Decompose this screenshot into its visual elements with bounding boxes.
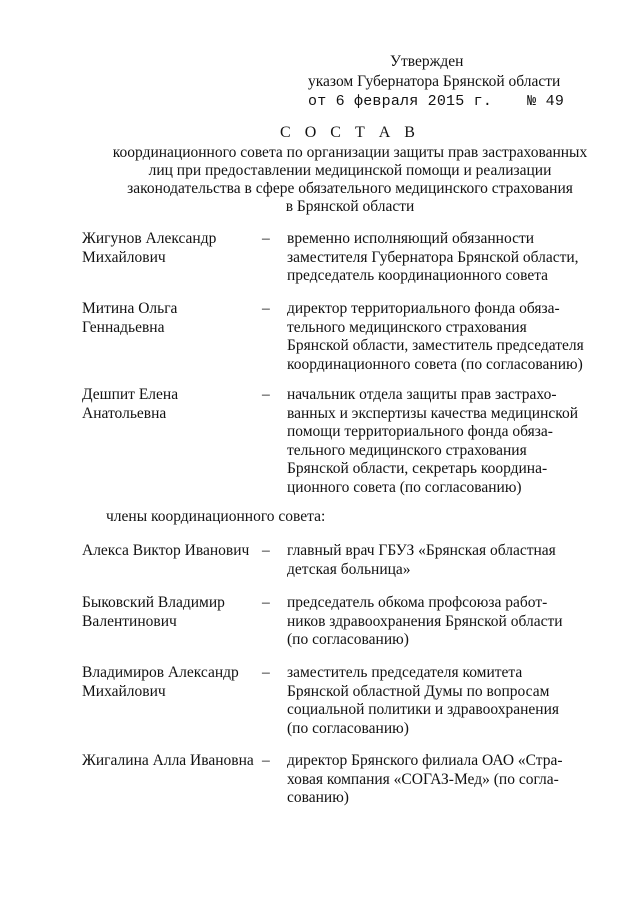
member-role: председатель обкома профсоюза работ- ников здравоохранения Брянской области (по согласованию) bbox=[287, 594, 563, 648]
title-heading: С О С Т А В bbox=[280, 124, 420, 141]
dash-separator: – bbox=[262, 752, 270, 769]
approval-date-number bbox=[300, 92, 600, 112]
dash-separator: – bbox=[262, 300, 270, 317]
approval-decree: указом Губернатора Брянской области bbox=[308, 73, 561, 90]
title-line: координационного совета по организации защиты прав застрахованных bbox=[112, 144, 588, 161]
title-line: в Брянской области bbox=[285, 198, 415, 215]
member-role: директор территориального фонда обяза- тельного медицинского страхования Брянской области, заместитель председателя координационного совета (по согласованию) bbox=[287, 300, 584, 373]
member-name: Митина Ольга Геннадьевна bbox=[82, 300, 178, 336]
member-name: Быковский Владимир Валентинович bbox=[82, 594, 225, 630]
member-name: Владимиров Александр Михайлович bbox=[82, 664, 239, 700]
dash-separator: – bbox=[262, 594, 270, 611]
member-name: Алекса Виктор Иванович bbox=[82, 542, 250, 559]
approval-title: Утвержден bbox=[390, 53, 464, 70]
title-line: законодательства в сфере обязательного медицинского страхования bbox=[127, 180, 573, 197]
member-role: временно исполняющий обязанности заместителя Губернатора Брянской области, председатель координационного совета bbox=[287, 230, 579, 284]
decree-number: 49 bbox=[545, 93, 565, 110]
title-line: лиц при предоставлении медицинской помощи и реализации bbox=[148, 162, 552, 179]
dash-separator: – bbox=[262, 542, 270, 559]
member-name: Жигунов Александр Михайлович bbox=[82, 230, 217, 266]
members-label: члены координационного совета: bbox=[106, 508, 326, 525]
number-sign: № bbox=[527, 93, 537, 110]
document-title bbox=[60, 124, 640, 216]
dash-separator: – bbox=[262, 230, 270, 247]
date-prefix: от bbox=[308, 93, 327, 110]
member-name: Дешпит Елена Анатольевна bbox=[82, 386, 179, 422]
decree-date: 6 февраля 2015 г. bbox=[335, 93, 493, 110]
member-role: директор Брянского филиала ОАО «Стра- ховая компания «СОГАЗ-Мед» (по согла- сованию) bbox=[287, 752, 563, 806]
approval-block bbox=[300, 52, 600, 112]
member-role: заместитель председателя комитета Брянской областной Думы по вопросам социальной политики и здравоохранения (по согласованию) bbox=[287, 664, 560, 737]
member-role: начальник отдела защиты прав застрахо- ванных и экспертизы качества медицинской помощи территориального фонда обяза- тельного медицинского страхования Брянской области, секретарь координа- ционного совета (по согласованию) bbox=[287, 386, 579, 496]
dash-separator: – bbox=[262, 664, 270, 681]
dash-separator: – bbox=[262, 386, 270, 403]
member-name: Жигалина Алла Ивановна bbox=[82, 752, 254, 769]
member-role: главный врач ГБУЗ «Брянская областная детская больница» bbox=[287, 542, 556, 578]
